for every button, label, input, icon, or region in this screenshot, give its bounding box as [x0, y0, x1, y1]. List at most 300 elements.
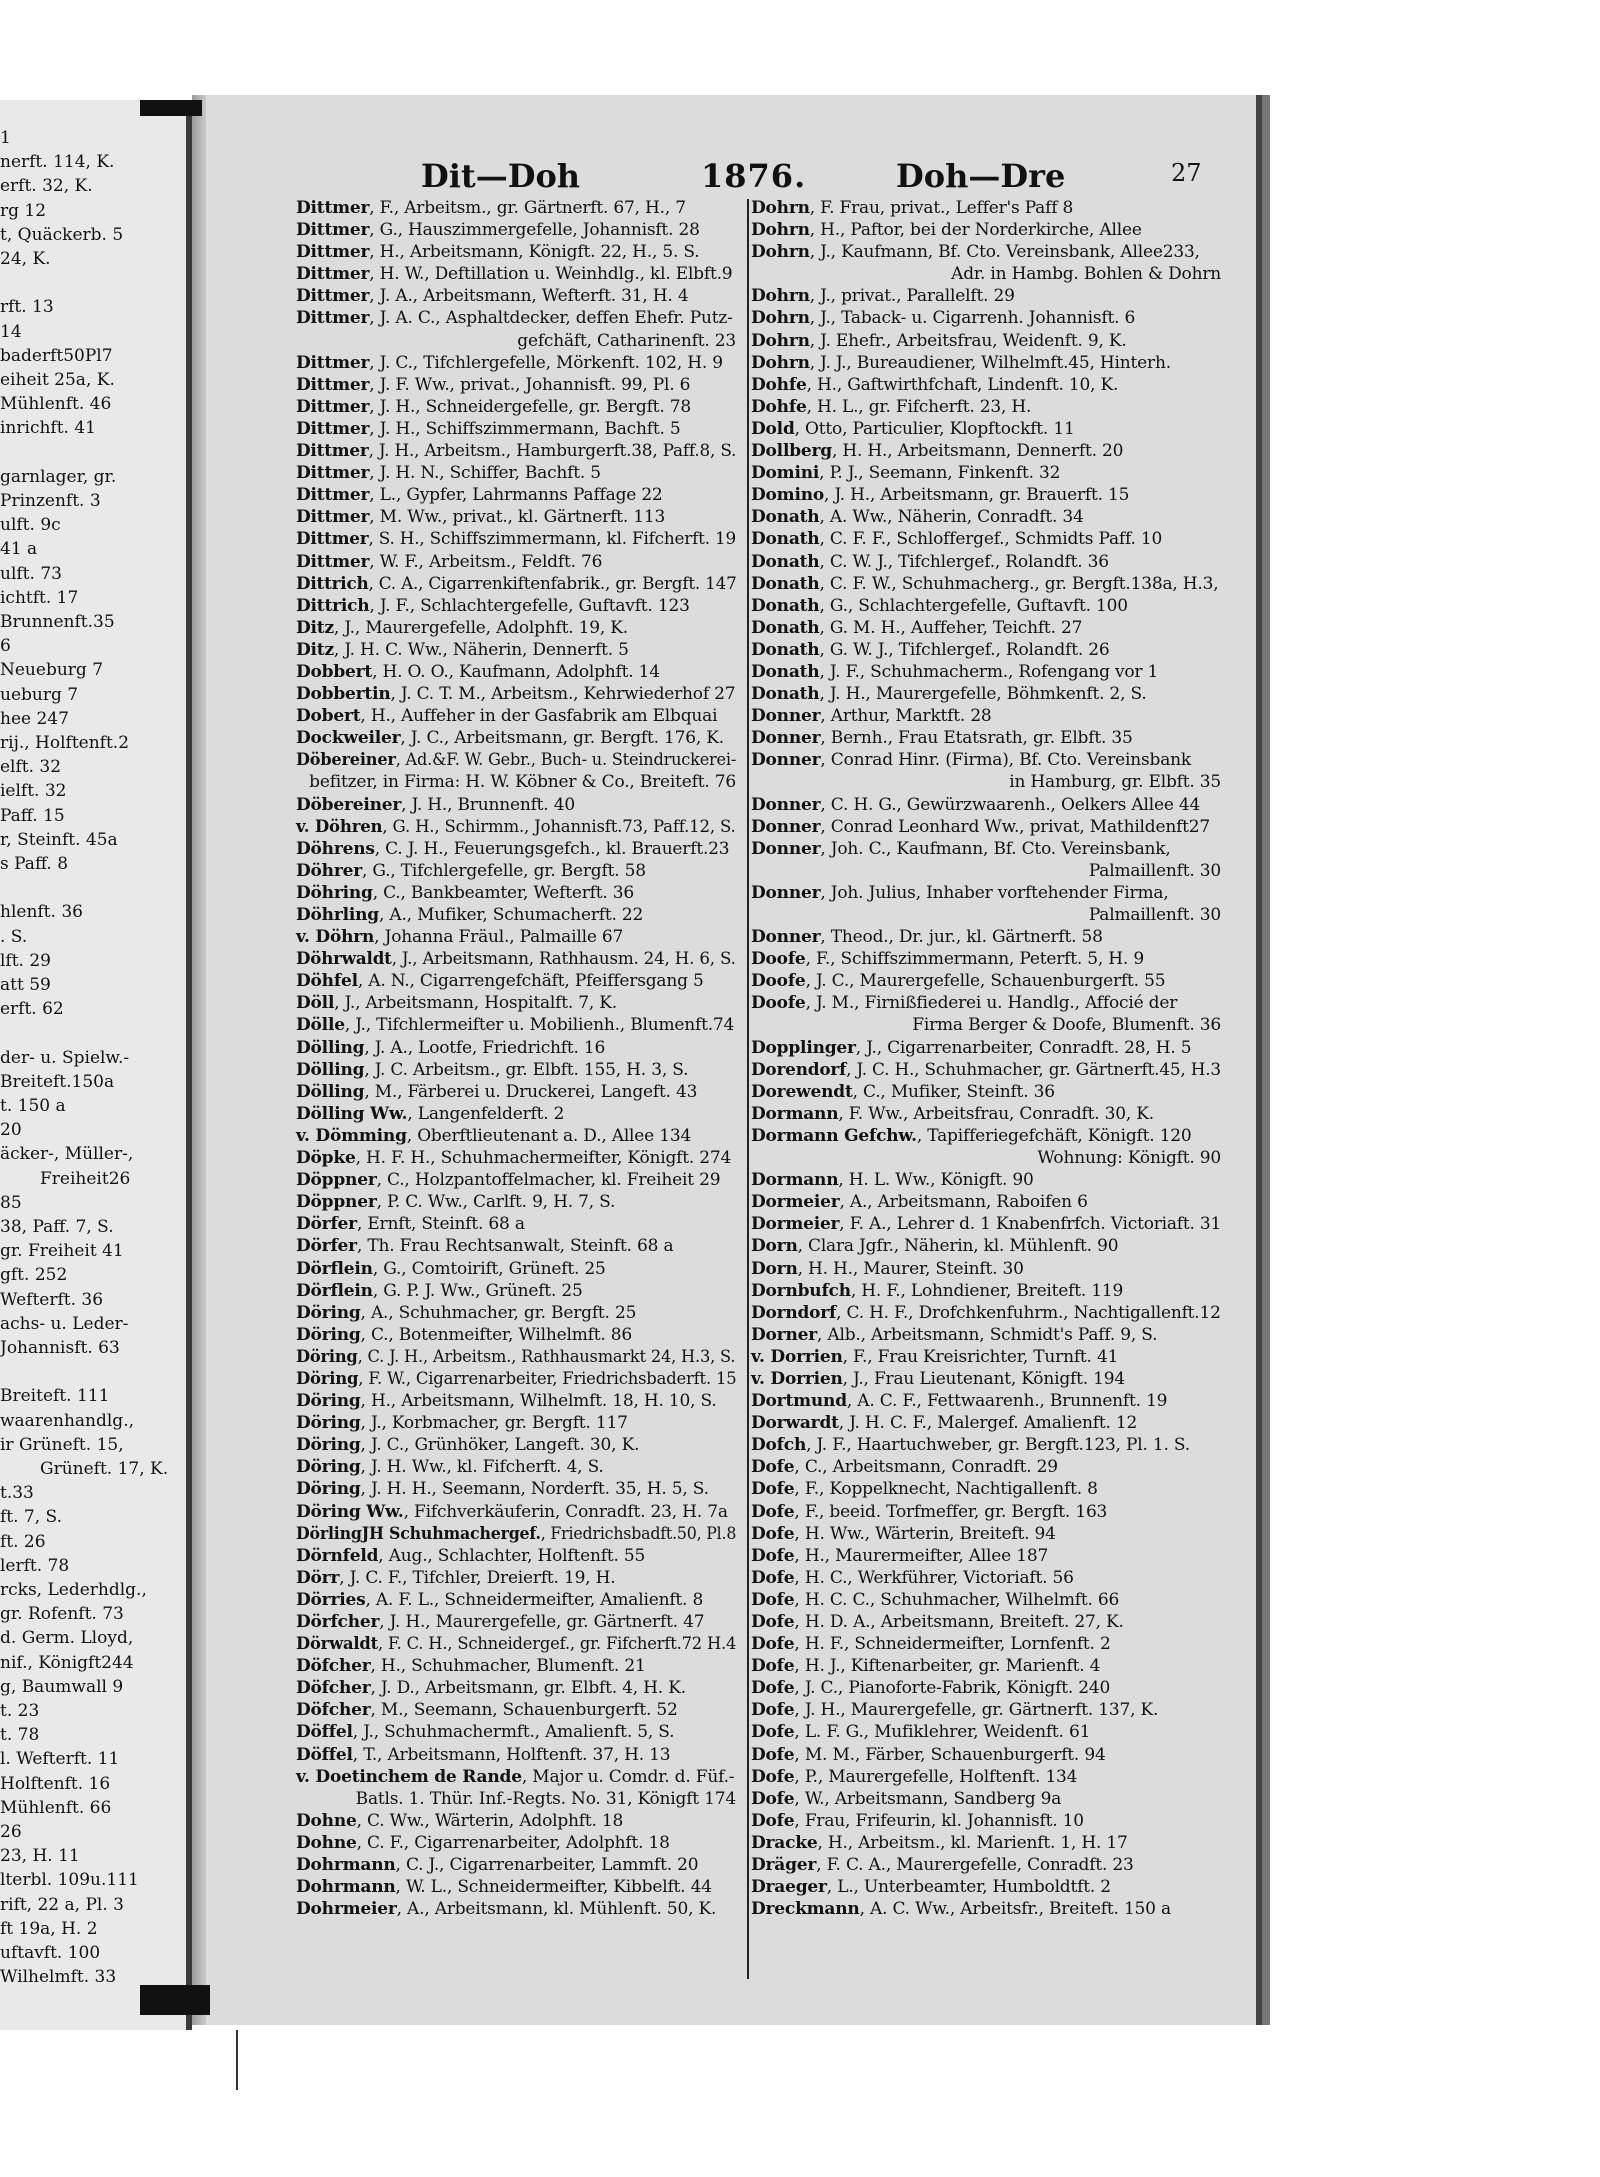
directory-entry: Dofe, J. H., Maurergefelle, gr. Gärtnerft. 137, K. — [751, 1700, 1159, 1721]
left-fragment-line: ir Grüneft. 15, — [0, 1434, 124, 1455]
directory-entry: Dobbertin, J. C. T. M., Arbeitsm., Kehrwiederhof 27 — [296, 684, 736, 705]
entry-name: DörlingJH Schuhmachergef. — [296, 1523, 541, 1544]
entry-name: Dohrmann — [296, 1855, 396, 1876]
left-fragment-line: 24, K. — [0, 249, 51, 269]
directory-entry: Donner, Joh. C., Kaufmann, Bf. Cto. Vereinsbank, — [751, 838, 1171, 859]
entry-name: Dittmer — [296, 463, 370, 484]
directory-entry: Döhrens, C. J. H., Feuerungsgefch., kl. Brauerft.23 — [296, 838, 730, 859]
directory-entry: Döring, J. H. H., Seemann, Norderft. 35, H. 5, S. — [296, 1479, 709, 1500]
entry-name: Dofch — [751, 1435, 807, 1456]
left-fragment-line: Mühlenft. 46 — [0, 394, 112, 415]
directory-entry: Döring, J., Korbmacher, gr. Bergft. 117 — [296, 1413, 628, 1434]
entry-name: Döpke — [296, 1148, 356, 1169]
entry-name: Dohrn — [751, 330, 810, 351]
entry-name: Dittmer — [296, 308, 370, 329]
left-fragment-line: s Paff. 8 — [0, 854, 69, 874]
entry-name: Dohfe — [751, 396, 807, 417]
directory-entry: Dölling, J. C. Arbeitsm., gr. Elbft. 155, H. 3, S. — [296, 1059, 689, 1080]
directory-entry: v. Dorrien, J., Frau Lieutenant, Königft. 194 — [751, 1368, 1125, 1389]
left-fragment-line: 20 — [0, 1120, 22, 1141]
left-fragment-line: ulft. 73 — [0, 563, 62, 584]
left-fragment-line: g, Baumwall 9 — [0, 1676, 124, 1697]
directory-entry: Dittmer, J. H., Schneidergefelle, gr. Bergft. 78 — [296, 396, 691, 417]
entry-name: Döring Ww. — [296, 1501, 404, 1522]
directory-entry-continuation: Batls. 1. Thür. Inf.-Regts. No. 31, Königft 174 — [355, 1788, 736, 1809]
left-fragment-line: t.33 — [0, 1483, 34, 1504]
directory-entry: Dörnfeld, Aug., Schlachter, Holftenft. 55 — [296, 1545, 646, 1566]
left-fragment-line: t. 150 a — [0, 1096, 66, 1116]
directory-entry-continuation: gefchäft, Catharinenft. 23 — [517, 330, 736, 351]
directory-entry: Dölling, M., Färberei u. Druckerei, Langeft. 43 — [296, 1081, 698, 1102]
left-fragment-line: äcker-, Müller-, — [0, 1144, 134, 1165]
entry-name: Dofe — [751, 1457, 795, 1478]
header-left-range: Dit—Doh — [421, 157, 581, 195]
entry-name: Dittmer — [296, 286, 370, 307]
directory-entry-continuation: in Hamburg, gr. Elbft. 35 — [1009, 772, 1221, 793]
entry-name: Döhrens — [296, 838, 375, 859]
directory-entry: Döring, J. C., Grünhöker, Langeft. 30, K. — [296, 1435, 640, 1456]
entry-name: Dörfer — [296, 1236, 357, 1257]
entry-name: Dölling Ww. — [296, 1103, 408, 1124]
header-year: 1876. — [701, 157, 807, 195]
left-fragment-line: Johannisft. 63 — [0, 1338, 120, 1358]
entry-name: Dorwardt — [751, 1413, 839, 1434]
left-fragment-line: r, Steinft. 45a — [0, 829, 118, 850]
entry-name: Dohrn — [751, 286, 810, 307]
directory-entry: Döfcher, M., Seemann, Schauenburgerft. 52 — [296, 1700, 678, 1721]
entry-name: Döfcher — [296, 1678, 371, 1699]
entry-name: Donath — [751, 595, 820, 616]
left-fragment-line: Grüneft. 17, K. — [40, 1459, 169, 1479]
entry-name: Dopplinger — [751, 1037, 856, 1058]
entry-name: Döhrwaldt — [296, 949, 392, 970]
entry-name: Döring — [296, 1302, 361, 1323]
directory-entry: Dorn, H. H., Maurer, Steinft. 30 — [751, 1258, 1024, 1279]
left-fragment-line: gr. Freiheit 41 — [0, 1241, 124, 1262]
entry-name: Dohrn — [751, 352, 810, 373]
directory-entry: Dofe, F., Koppelknecht, Nachtigallenft. 8 — [751, 1479, 1098, 1500]
entry-name: Dittmer — [296, 374, 370, 395]
directory-entry: Dorner, Alb., Arbeitsmann, Schmidt's Paff. 9, S. — [751, 1324, 1158, 1345]
directory-entry: Dohfe, H. L., gr. Fifcherft. 23, H. — [751, 396, 1032, 417]
directory-entry: Dofe, L. F. G., Mufiklehrer, Weidenft. 61 — [751, 1722, 1091, 1743]
entry-name: Dittmer — [296, 264, 370, 285]
directory-entry: Dofe, H. C., Werkführer, Victoriaft. 56 — [751, 1567, 1074, 1588]
entry-name: Dräger — [751, 1855, 817, 1876]
entry-name: Dörnfeld — [296, 1545, 379, 1566]
entry-name: Dorner — [751, 1324, 817, 1345]
left-fragment-line: waarenhandlg., — [0, 1410, 134, 1431]
entry-name: Döbereiner — [296, 794, 402, 815]
entry-name: Dockweiler — [296, 728, 401, 749]
directory-entry: Döhrer, G., Tifchlergefelle, gr. Bergft. 58 — [296, 860, 646, 881]
left-fragment-line: ft. 26 — [0, 1531, 46, 1552]
entry-name: Dofe — [751, 1501, 795, 1522]
entry-name: Dobbertin — [296, 684, 391, 705]
directory-entry: Dittmer, F., Arbeitsm., gr. Gärtnerft. 67, H., 7 — [296, 198, 686, 218]
column-divider — [747, 199, 749, 1979]
directory-entry: Dittmer, J. A., Arbeitsmann, Wefterft. 31, H. 4 — [296, 286, 689, 307]
directory-entry: Dormeier, A., Arbeitsmann, Raboifen 6 — [751, 1192, 1088, 1213]
left-fragment-line: 6 — [0, 636, 11, 657]
directory-entry: Dohrn, J. Ehefr., Arbeitsfrau, Weidenft. 9, K. — [751, 330, 1127, 351]
left-fragment-line: nif., Königft244 — [0, 1652, 134, 1673]
directory-entry: Dofe, F., beeid. Torfmeffer, gr. Bergft. 163 — [751, 1501, 1108, 1522]
directory-entry: Ditz, J., Maurergefelle, Adolphft. 19, K. — [296, 617, 629, 638]
entry-name: Ditz — [296, 639, 334, 660]
entry-name: Döring — [296, 1346, 358, 1367]
directory-entry-continuation: Adr. in Hambg. Bohlen & Dohrn — [951, 264, 1221, 285]
entry-name: Dorewendt — [751, 1081, 853, 1102]
left-fragment-line: Holftenft. 16 — [0, 1773, 111, 1794]
entry-name: Dölle — [296, 1015, 345, 1036]
page-clip-top — [140, 100, 202, 116]
entry-name: Dohne — [296, 1832, 357, 1853]
directory-entry: Dollberg, H. H., Arbeitsmann, Dennerft. 20 — [751, 441, 1124, 462]
left-fragment-line: garnlager, gr. — [0, 466, 117, 487]
directory-entry: Dohrn, J., privat., Parallelft. 29 — [751, 286, 1015, 307]
directory-entry: Dörfer, Th. Frau Rechtsanwalt, Steinft. 68 a — [296, 1236, 674, 1257]
entry-name: Dreckmann — [751, 1899, 860, 1920]
directory-entry: Donath, G. M. H., Auffeher, Teichft. 27 — [751, 617, 1083, 638]
left-fragment-line: Breiteft. 111 — [0, 1386, 110, 1407]
left-fragment-line: ft 19a, H. 2 — [0, 1918, 98, 1939]
directory-entry: Döbereiner, J. H., Brunnenft. 40 — [296, 794, 575, 815]
directory-entry: v. Dömming, Oberftlieutenant a. D., Allee 134 — [296, 1125, 692, 1146]
directory-entry: Dofe, P., Maurergefelle, Holftenft. 134 — [751, 1766, 1078, 1787]
directory-entry: Döring, A., Schuhmacher, gr. Bergft. 25 — [296, 1302, 637, 1323]
left-fragment-line: 23, H. 11 — [0, 1846, 80, 1867]
directory-entry: Dörr, J. C. F., Tifchler, Dreierft. 19, H. — [296, 1567, 616, 1588]
left-fragment-line: 1 — [0, 128, 11, 148]
left-fragment-line: elft. 32 — [0, 757, 62, 778]
left-fragment-line: erft. 32, K. — [0, 176, 93, 197]
entry-name: Dörflein — [296, 1258, 373, 1279]
left-fragment-line: . S. — [0, 926, 28, 947]
entry-name: Dofe — [751, 1545, 795, 1566]
left-fragment-line: Neueburg 7 — [0, 660, 104, 681]
directory-entry: v. Döhren, G. H., Schirmm., Johannisft.73, Paff.12, S. — [296, 816, 736, 837]
entry-name: Dormeier — [751, 1192, 840, 1213]
directory-entry: Doofe, F., Schiffszimmermann, Peterft. 5, H. 9 — [751, 949, 1144, 970]
directory-entry: Dittmer, J. H., Arbeitsm., Hamburgerft.38, Paff.8, S. — [296, 441, 737, 462]
entry-name: v. Dorrien — [751, 1346, 843, 1367]
entry-name: Dorn — [751, 1258, 798, 1279]
directory-entry: Döfcher, J. D., Arbeitsmann, gr. Elbft. 4, H. K. — [296, 1678, 686, 1699]
directory-entry: Dofe, H. Ww., Wärterin, Breiteft. 94 — [751, 1523, 1056, 1544]
entry-name: Dohrmann — [296, 1877, 396, 1898]
directory-entry: Donner, Conrad Leonhard Ww., privat, Mathildenft27 — [751, 816, 1211, 837]
directory-entry: Draeger, L., Unterbeamter, Humboldtft. 2 — [751, 1877, 1111, 1898]
entry-name: Ditz — [296, 617, 334, 638]
entry-name: Dittmer — [296, 551, 370, 572]
entry-name: Donath — [751, 573, 820, 594]
directory-entry: Dölling, J. A., Lootfe, Friedrichft. 16 — [296, 1037, 606, 1058]
directory-entry: Dorndorf, C. H. F., Drofchkenfuhrm., Nachtigallenft.12 — [751, 1302, 1221, 1323]
directory-entry: Dittmer, J. F. Ww., privat., Johannisft. 99, Pl. 6 — [296, 374, 691, 395]
entry-name: Dofe — [751, 1523, 795, 1544]
entry-name: Dormann Gefchw. — [751, 1125, 917, 1146]
entry-name: Dold — [751, 418, 795, 439]
directory-entry: Döffel, T., Arbeitsmann, Holftenft. 37, H. 13 — [296, 1744, 671, 1765]
entry-name: Döppner — [296, 1192, 377, 1213]
left-page-edge — [186, 100, 192, 2030]
entry-name: Dorn — [751, 1236, 798, 1257]
entry-name: v. Döhren — [296, 816, 383, 837]
directory-entry: Dorendorf, J. C. H., Schuhmacher, gr. Gärtnerft.45, H.3 — [751, 1059, 1221, 1080]
directory-entry: Dräger, F. C. A., Maurergefelle, Conradft. 23 — [751, 1855, 1134, 1876]
entry-name: Döring — [296, 1368, 359, 1389]
left-fragment-line: ielft. 32 — [0, 781, 67, 802]
directory-entry: Ditz, J. H. C. Ww., Näherin, Dennerft. 5 — [296, 639, 629, 660]
entry-name: Donner — [751, 728, 821, 749]
directory-entry: Dormann, F. Ww., Arbeitsfrau, Conradft. 30, K. — [751, 1103, 1155, 1124]
entry-name: v. Dorrien — [751, 1368, 843, 1389]
directory-entry: Donath, C. W. J., Tifchlergef., Rolandft. 36 — [751, 551, 1109, 572]
directory-entry: Dorewendt, C., Mufiker, Steinft. 36 — [751, 1081, 1055, 1102]
directory-entry: DörlingJH Schuhmachergef., Friedrichsbadft.50, Pl.8 — [296, 1523, 737, 1544]
entry-name: Dofe — [751, 1634, 795, 1655]
entry-name: Dofe — [751, 1678, 795, 1699]
left-fragment-line: 14 — [0, 321, 22, 342]
directory-entry: Dofe, H., Maurermeifter, Allee 187 — [751, 1545, 1049, 1566]
directory-entry: Dittmer, S. H., Schiffszimmermann, kl. Fifcherft. 19 — [296, 529, 736, 550]
directory-entry: Dohrn, J. J., Bureaudiener, Wilhelmft.45, Hinterh. — [751, 352, 1171, 373]
entry-name: Döll — [296, 993, 335, 1014]
left-fragment-line: 85 — [0, 1192, 22, 1213]
entry-name: Döffel — [296, 1744, 353, 1765]
directory-entry: Dofe, H. J., Kiftenarbeiter, gr. Marienft. 4 — [751, 1656, 1101, 1677]
entry-name: Dormann — [751, 1170, 839, 1191]
entry-name: Dölling — [296, 1059, 365, 1080]
directory-entry: Döppner, P. C. Ww., Carlft. 9, H. 7, S. — [296, 1192, 616, 1213]
left-fragment-line: rcks, Lederhdlg., — [0, 1580, 147, 1600]
entry-name: Donath — [751, 551, 820, 572]
left-fragment-line: erft. 62 — [0, 999, 64, 1020]
left-fragment-line: nerft. 114, K. — [0, 152, 115, 173]
left-fragment-line: Prinzenft. 3 — [0, 491, 101, 511]
left-fragment-line: 38, Paff. 7, S. — [0, 1217, 114, 1237]
entry-name: Donner — [751, 882, 821, 903]
directory-entry: Dörfcher, J. H., Maurergefelle, gr. Gärtnerft. 47 — [296, 1612, 705, 1632]
directory-entry: Donath, C. F. W., Schuhmacherg., gr. Bergft.138a, H.3, — [751, 573, 1219, 594]
entry-name: Dohfe — [751, 374, 807, 395]
directory-entry: Dofch, J. F., Haartuchweber, gr. Bergft.123, Pl. 1. S. — [751, 1435, 1190, 1456]
directory-entry: Döring, J. H. Ww., kl. Fifcherft. 4, S. — [296, 1457, 604, 1478]
left-fragment-line: Wefterft. 36 — [0, 1289, 104, 1310]
directory-entry: Dofe, Frau, Frifeurin, kl. Johannisft. 10 — [751, 1810, 1084, 1831]
directory-entry-continuation: Firma Berger & Doofe, Blumenft. 36 — [912, 1015, 1221, 1036]
directory-entry: Dold, Otto, Particulier, Klopftockft. 11 — [751, 418, 1075, 439]
directory-entry: Döhring, C., Bankbeamter, Wefterft. 36 — [296, 882, 634, 903]
entry-name: Döbereiner — [296, 750, 396, 771]
left-fragment-line: t. 78 — [0, 1725, 40, 1746]
entry-name: Döhrling — [296, 905, 379, 925]
entry-name: Dofe — [751, 1788, 795, 1809]
directory-entry: Dittrich, C. A., Cigarrenkiftenfabrik., gr. Bergft. 147 — [296, 573, 737, 594]
entry-name: Döring — [296, 1435, 361, 1456]
entry-name: Donner — [751, 838, 821, 859]
directory-entry: Dohrn, H., Paftor, bei der Norderkirche, Allee — [751, 220, 1142, 241]
entry-name: Dohrn — [751, 220, 810, 241]
entry-name: Donner — [751, 816, 821, 837]
directory-entry: Dohrmann, W. L., Schneidermeifter, Kibbelft. 44 — [296, 1877, 712, 1898]
directory-entry: Dittmer, G., Hauszimmergefelle, Johannisft. 28 — [296, 220, 700, 241]
left-fragment-line: Mühlenft. 66 — [0, 1797, 112, 1818]
left-fragment-line: Paff. 15 — [0, 805, 65, 826]
directory-entry: Döring, F. W., Cigarrenarbeiter, Friedrichsbaderft. 15 — [296, 1368, 737, 1389]
directory-entry: Dofe, W., Arbeitsmann, Sandberg 9a — [751, 1788, 1062, 1809]
entry-name: Döring — [296, 1324, 361, 1345]
directory-entry: Dofe, H. C. C., Schuhmacher, Wilhelmft. 66 — [751, 1589, 1120, 1610]
directory-entry: Donath, A. Ww., Näherin, Conradft. 34 — [751, 507, 1084, 528]
left-fragment-line: gr. Rofenft. 73 — [0, 1604, 124, 1625]
directory-entry: Döpke, H. F. H., Schuhmachermeifter, Königft. 274 — [296, 1148, 732, 1169]
entry-name: Döring — [296, 1479, 361, 1500]
entry-name: Dohrn — [751, 242, 810, 263]
left-fragment-line: baderft50Pl7 — [0, 345, 113, 366]
directory-entry: Döfcher, H., Schuhmacher, Blumenft. 21 — [296, 1656, 646, 1677]
directory-entry: Dittmer, W. F., Arbeitsm., Feldft. 76 — [296, 551, 603, 572]
entry-name: v. Döhrn — [296, 927, 375, 948]
entry-name: Dofe — [751, 1589, 795, 1610]
directory-entry: Döffel, J., Schuhmachermft., Amalienft. 5, S. — [296, 1722, 675, 1743]
entry-name: Dofe — [751, 1722, 795, 1743]
left-fragment-line: lerft. 78 — [0, 1555, 70, 1576]
left-fragment-line: der- u. Spielw.- — [0, 1047, 130, 1068]
directory-page — [206, 95, 1262, 2025]
directory-entry: Dohrmeier, A., Arbeitsmann, kl. Mühlenft. 50, K. — [296, 1899, 717, 1920]
entry-name: Dofe — [751, 1656, 795, 1677]
page-number: 27 — [1171, 159, 1202, 187]
directory-entry: Dölle, J., Tifchlermeifter u. Mobilienh., Blumenft.74 — [296, 1015, 735, 1036]
left-fragment-line: att 59 — [0, 975, 51, 995]
directory-entry: Dorn, Clara Jgfr., Näherin, kl. Mühlenft. 90 — [751, 1236, 1119, 1257]
directory-entry-continuation: Palmaillenft. 30 — [1088, 905, 1221, 925]
entry-name: Donner — [751, 706, 821, 727]
entry-name: Donath — [751, 639, 820, 660]
page-header — [206, 157, 1256, 197]
entry-name: Dofe — [751, 1744, 795, 1765]
entry-name: Dobert — [296, 706, 361, 727]
directory-entry: Dittmer, L., Gypfer, Lahrmanns Paffage 22 — [296, 485, 663, 506]
directory-entry: Donner, Conrad Hinr. (Firma), Bf. Cto. Vereinsbank — [751, 750, 1191, 771]
directory-entry: Dockweiler, J. C., Arbeitsmann, gr. Bergft. 176, K. — [296, 728, 724, 749]
directory-entry: Döbereiner, Ad.&F. W. Gebr., Buch- u. Steindruckerei- — [296, 750, 737, 771]
directory-entry: Dörflein, G., Comtoirift, Grüneft. 25 — [296, 1258, 606, 1279]
entry-name: Doofe — [751, 949, 806, 970]
entry-name: v. Doetinchem de Rande — [296, 1766, 522, 1787]
left-fragment-line: rij., Holftenft.2 — [0, 733, 130, 753]
directory-entry: Dölling Ww., Langenfelderft. 2 — [296, 1103, 565, 1124]
page-bottom-mark — [236, 2030, 238, 2090]
entry-name: Dollberg — [751, 441, 832, 462]
directory-entry: Dormann, H. L. Ww., Königft. 90 — [751, 1170, 1034, 1191]
entry-name: Donath — [751, 507, 820, 528]
directory-entry: Dittmer, H., Arbeitsmann, Königft. 22, H., 5. S. — [296, 242, 700, 263]
directory-entry-continuation: Wohnung: Königft. 90 — [1037, 1148, 1221, 1169]
directory-entry: Dofe, C., Arbeitsmann, Conradft. 29 — [751, 1457, 1058, 1478]
directory-entry: Donner, Bernh., Frau Etatsrath, gr. Elbft. 35 — [751, 728, 1133, 749]
entry-name: Döring — [296, 1457, 361, 1478]
directory-entry: Dittmer, J. H. N., Schiffer, Bachft. 5 — [296, 463, 601, 484]
directory-entry: Dittmer, M. Ww., privat., kl. Gärtnerft. 113 — [296, 507, 666, 528]
entry-name: Dofe — [751, 1810, 795, 1831]
directory-entry: Dobbert, H. O. O., Kaufmann, Adolphft. 14 — [296, 661, 660, 682]
entry-name: Dobbert — [296, 661, 373, 682]
entry-name: Dortmund — [751, 1391, 847, 1412]
directory-entry: Dormeier, F. A., Lehrer d. 1 Knabenfrfch. Victoriaft. 31 — [751, 1214, 1222, 1235]
directory-entry: v. Doetinchem de Rande, Major u. Comdr. d. Füf.- — [296, 1766, 735, 1787]
entry-name: Dittmer — [296, 529, 369, 550]
entry-name: Dittmer — [296, 198, 370, 218]
left-fragment-line: 41 a — [0, 539, 38, 560]
directory-entry: Doofe, J. C., Maurergefelle, Schauenburgerft. 55 — [751, 971, 1166, 992]
directory-entry: Dofe, H. D. A., Arbeitsmann, Breiteft. 27, K. — [751, 1612, 1124, 1632]
directory-entry: Dittmer, J. H., Schiffszimmermann, Bachft. 5 — [296, 418, 681, 439]
directory-entry: Dohrmann, C. J., Cigarrenarbeiter, Lammft. 20 — [296, 1855, 699, 1876]
left-fragment-line: achs- u. Leder- — [0, 1313, 129, 1334]
left-fragment-line: gft. 252 — [0, 1265, 68, 1286]
left-fragment-line: d. Germ. Lloyd, — [0, 1628, 134, 1649]
entry-name: Doofe — [751, 971, 806, 992]
entry-name: Draeger — [751, 1877, 827, 1898]
entry-name: Dohrn — [751, 308, 810, 329]
left-fragment-line: hlenft. 36 — [0, 902, 83, 923]
entry-name: Donner — [751, 750, 821, 771]
directory-entry: Dittmer, J. A. C., Asphaltdecker, deffen Ehefr. Putz- — [296, 308, 733, 329]
directory-entry: Döhrwaldt, J., Arbeitsmann, Rathhausm. 24, H. 6, S. — [296, 949, 736, 970]
entry-name: Dittmer — [296, 396, 370, 417]
directory-entry: Donner, Theod., Dr. jur., kl. Gärtnerft. 58 — [751, 927, 1103, 948]
entry-name: Dittmer — [296, 220, 370, 241]
directory-entry: Döll, J., Arbeitsmann, Hospitalft. 7, K. — [296, 993, 617, 1014]
left-fragment-line: eiheit 25a, K. — [0, 370, 115, 390]
left-fragment-line: Freiheit26 — [40, 1168, 131, 1189]
directory-entry: Donner, C. H. G., Gewürzwaarenh., Oelkers Allee 44 — [751, 794, 1201, 815]
directory-entry: Donner, Arthur, Marktft. 28 — [751, 706, 992, 727]
entry-name: Döfcher — [296, 1700, 371, 1721]
entry-name: Dornbufch — [751, 1280, 851, 1301]
directory-entry: Donath, G., Schlachtergefelle, Guftavft. 100 — [751, 595, 1128, 616]
left-fragment-line: lterbl. 109u.111 — [0, 1870, 139, 1891]
entry-name: Dittmer — [296, 507, 370, 528]
directory-entry: Dittmer, H. W., Deftillation u. Weinhdlg., kl. Elbft.9 — [296, 264, 733, 285]
entry-name: Dittmer — [296, 352, 370, 373]
directory-entry: Dracke, H., Arbeitsm., kl. Marienft. 1, H. 17 — [751, 1832, 1128, 1853]
entry-name: Dölling — [296, 1037, 365, 1058]
left-column — [296, 197, 736, 1920]
entry-name: Donath — [751, 661, 820, 682]
directory-entry: Donath, J. F., Schuhmacherm., Rofengang vor 1 — [751, 661, 1159, 682]
directory-entry: Dittmer, J. C., Tifchlergefelle, Mörkenft. 102, H. 9 — [296, 352, 723, 373]
directory-entry-continuation: Palmaillenft. 30 — [1088, 860, 1221, 881]
left-fragment-line: inrichft. 41 — [0, 418, 96, 439]
left-fragment-line: t. 23 — [0, 1701, 40, 1721]
left-fragment-line: l. Wefterft. 11 — [0, 1749, 120, 1770]
entry-name: Döfcher — [296, 1656, 371, 1677]
directory-entry: Dörflein, G. P. J. Ww., Grüneft. 25 — [296, 1280, 583, 1301]
directory-entry-continuation: befitzer, in Firma: H. W. Köbner & Co., Breiteft. 76 — [309, 772, 736, 793]
directory-entry: Döring, H., Arbeitsmann, Wilhelmft. 18, H. 10, S. — [296, 1391, 717, 1412]
entry-name: Döhrer — [296, 860, 362, 881]
entry-name: Donath — [751, 617, 820, 638]
entry-name: Dofe — [751, 1612, 795, 1632]
left-fragment-line: lft. 29 — [0, 950, 51, 971]
left-page-fragment — [0, 100, 192, 2030]
directory-entry: Dofe, H. F., Schneidermeifter, Lornfenft. 2 — [751, 1634, 1111, 1655]
entry-name: Dörflein — [296, 1280, 373, 1301]
